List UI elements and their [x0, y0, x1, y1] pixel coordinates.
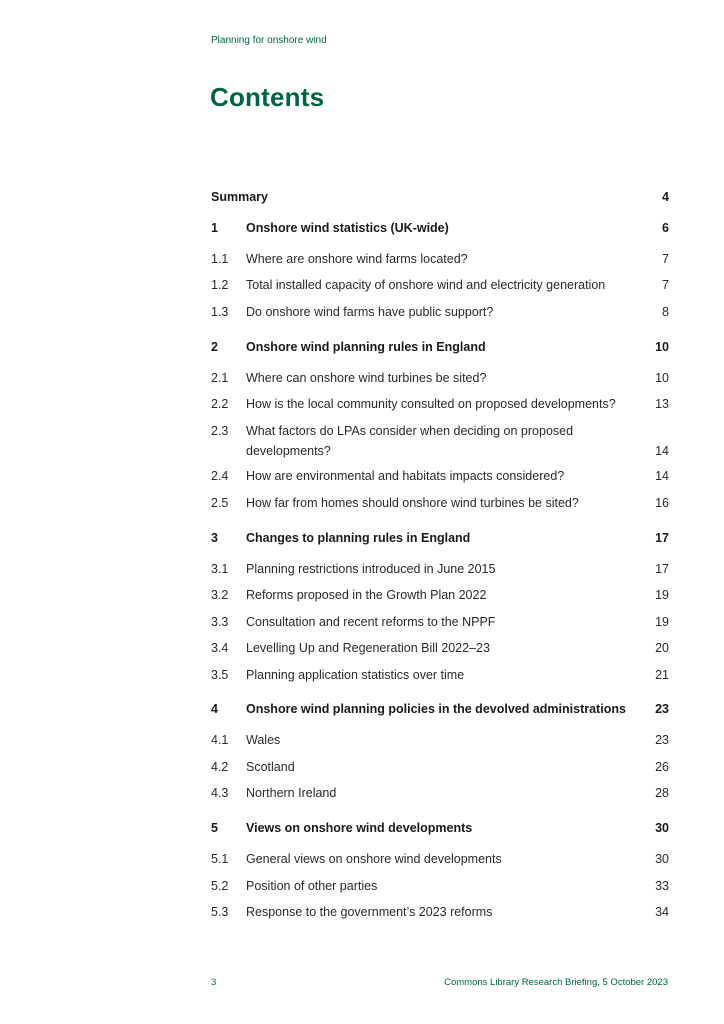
toc-entry-title: General views on onshore wind developments — [246, 852, 502, 866]
toc-entry-title: Changes to planning rules in England — [246, 531, 471, 545]
toc-entry-title: Views on onshore wind developments — [246, 821, 473, 835]
toc-entry-title: Onshore wind statistics (UK-wide) — [246, 221, 449, 235]
toc-entry-number: 3.2 — [211, 588, 229, 602]
toc-entry-number: 5.3 — [211, 905, 229, 919]
table-of-contents — [211, 0, 669, 1024]
toc-entry-page: 23 — [655, 702, 669, 716]
toc-entry-number: 4.1 — [211, 733, 229, 747]
toc-entry-title: How far from homes should onshore wind turbines be sited? — [246, 496, 579, 510]
footer-source: Commons Library Research Briefing, 5 October 2023 — [444, 977, 668, 988]
toc-entry-number: 3 — [211, 531, 218, 545]
toc-entry-title: Planning application statistics over time — [246, 668, 465, 682]
toc-entry-title: Consultation and recent reforms to the NPPF — [246, 615, 496, 629]
toc-entry-title: Summary — [211, 190, 268, 204]
toc-entry-page: 16 — [655, 496, 669, 510]
toc-entry-number: 2.4 — [211, 469, 229, 483]
toc-entry-number: 3.5 — [211, 668, 229, 682]
toc-entry-number: 5 — [211, 821, 218, 835]
toc-entry-number: 2.2 — [211, 397, 229, 411]
toc-entry-page: 28 — [655, 786, 669, 800]
toc-entry-title: Where can onshore wind turbines be sited? — [246, 371, 487, 385]
toc-entry-number: 2 — [211, 340, 218, 354]
toc-entry-page: 10 — [655, 371, 669, 385]
running-header: Planning for onshore wind — [211, 35, 327, 46]
toc-entry-title: Position of other parties — [246, 879, 378, 893]
toc-entry-page: 19 — [655, 615, 669, 629]
toc-entry-number: 4.3 — [211, 786, 229, 800]
toc-entry-number: 1.2 — [211, 278, 229, 292]
toc-entry-title: Levelling Up and Regeneration Bill 2022–23 — [246, 641, 490, 655]
toc-entry-number: 3.3 — [211, 615, 229, 629]
toc-entry-title: Total installed capacity of onshore wind and electricity generation — [246, 278, 606, 292]
toc-entry-number: 3.4 — [211, 641, 229, 655]
toc-entry-title: Scotland — [246, 760, 295, 774]
toc-entry-number: 5.2 — [211, 879, 229, 893]
toc-entry-number: 2.3 — [211, 424, 229, 438]
toc-entry-page: 14 — [655, 469, 669, 483]
toc-entry-page: 19 — [655, 588, 669, 602]
toc-entry-number: 5.1 — [211, 852, 229, 866]
footer-page-number: 3 — [211, 977, 217, 988]
toc-entry-number: 1.1 — [211, 252, 229, 266]
toc-entry-page: 13 — [655, 397, 669, 411]
toc-entry-title: What factors do LPAs consider when deciding on proposed developments? — [246, 424, 574, 458]
toc-entry-page: 30 — [655, 852, 669, 866]
toc-entry-title: Northern Ireland — [246, 786, 337, 800]
page-title: Contents — [210, 82, 325, 112]
toc-entry-number: 4 — [211, 702, 218, 716]
toc-entry-page: 4 — [662, 190, 669, 204]
toc-entry-title: Planning restrictions introduced in June 2015 — [246, 562, 496, 576]
toc-entry-title: How are environmental and habitats impacts considered? — [246, 469, 565, 483]
toc-entry-page: 26 — [655, 760, 669, 774]
toc-entry-number: 4.2 — [211, 760, 229, 774]
toc-entry-title: Reforms proposed in the Growth Plan 2022 — [246, 588, 487, 602]
toc-entry-number: 1.3 — [211, 305, 229, 319]
toc-entry-number: 1 — [211, 221, 218, 235]
toc-entry-title: How is the local community consulted on proposed developments? — [246, 397, 616, 411]
toc-entry-title: Response to the government’s 2023 reforms — [246, 905, 493, 919]
toc-entry-page: 6 — [662, 221, 669, 235]
toc-entry-title: Onshore wind planning rules in England — [246, 340, 486, 354]
toc-entry-page: 23 — [655, 733, 669, 747]
toc-entry-number: 2.5 — [211, 496, 229, 510]
toc-entry-page: 33 — [655, 879, 669, 893]
toc-entry-title: Do onshore wind farms have public support? — [246, 305, 494, 319]
toc-entry-page: 7 — [662, 278, 669, 292]
toc-entry-page: 17 — [655, 531, 669, 545]
toc-entry-page: 14 — [655, 444, 669, 458]
toc-entry-number: 3.1 — [211, 562, 229, 576]
toc-entry-page: 7 — [662, 252, 669, 266]
toc-entry-page: 21 — [655, 668, 669, 682]
toc-entry-title: Where are onshore wind farms located? — [246, 252, 468, 266]
toc-entry-title: Wales — [246, 733, 281, 747]
toc-entry-page: 17 — [655, 562, 669, 576]
toc-entry-number: 2.1 — [211, 371, 229, 385]
toc-entry-page: 34 — [655, 905, 669, 919]
toc-entry-page: 20 — [655, 641, 669, 655]
toc-entry-page: 30 — [655, 821, 669, 835]
toc-entry-page: 8 — [662, 305, 669, 319]
toc-entry-title: Onshore wind planning policies in the devolved administrations — [246, 702, 626, 716]
toc-entry-page: 10 — [655, 340, 669, 354]
